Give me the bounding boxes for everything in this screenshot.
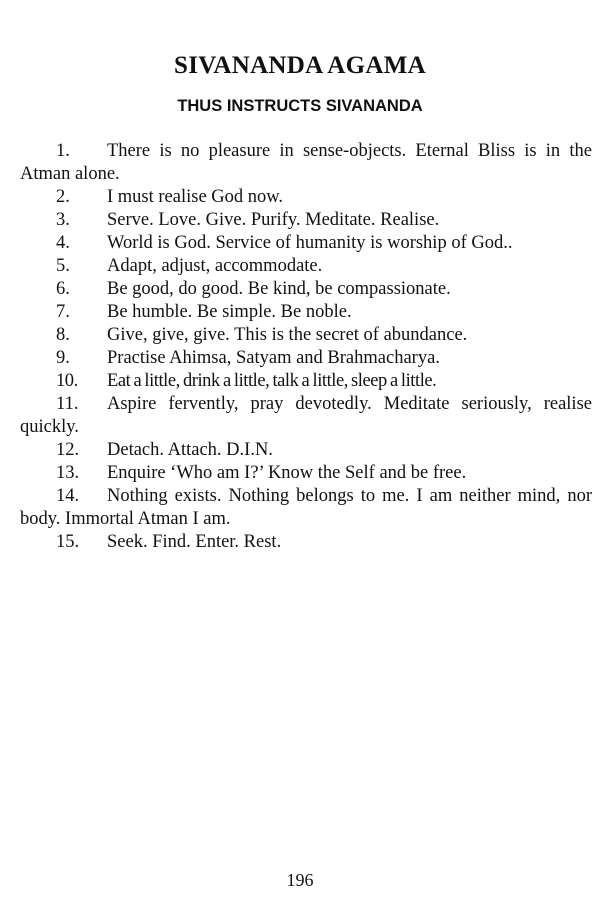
item-text: Give, give, give. This is the secret of abundance. bbox=[107, 325, 468, 345]
list-item bbox=[20, 462, 592, 485]
page-number: 196 bbox=[286, 870, 314, 890]
item-number: 15. bbox=[56, 532, 80, 552]
item-text: Enquire ‘Who am I?’ Know the Self and be free. bbox=[107, 463, 467, 483]
item-number: 4. bbox=[56, 233, 70, 253]
item-number: 14. bbox=[56, 486, 80, 506]
item-text: Seek. Find. Enter. Rest. bbox=[107, 532, 282, 552]
list-item bbox=[20, 485, 592, 531]
item-text: Be humble. Be simple. Be noble. bbox=[107, 302, 352, 322]
list-item bbox=[20, 370, 592, 393]
item-text: I must realise God now. bbox=[107, 187, 284, 207]
item-text: Adapt, adjust, accommodate. bbox=[107, 256, 323, 276]
list-item bbox=[20, 278, 592, 301]
item-number: 9. bbox=[56, 348, 70, 368]
instruction-list bbox=[20, 140, 592, 554]
list-item bbox=[20, 324, 592, 347]
list-item bbox=[20, 393, 592, 439]
item-text: Detach. Attach. D.I.N. bbox=[107, 440, 273, 460]
list-item bbox=[20, 531, 592, 554]
item-number: 11. bbox=[56, 394, 79, 414]
item-text: Be good, do good. Be kind, be compassionate. bbox=[107, 279, 451, 299]
item-text: Serve. Love. Give. Purify. Meditate. Realise. bbox=[107, 210, 440, 230]
item-number: 13. bbox=[56, 463, 80, 483]
item-number: 5. bbox=[56, 256, 70, 276]
item-text: Aspire fervently, pray devotedly. Meditate seriously, realise quickly. bbox=[20, 394, 592, 437]
item-number: 7. bbox=[56, 302, 70, 322]
list-item bbox=[20, 140, 592, 186]
item-text: World is God. Service of humanity is worship of God.. bbox=[107, 233, 513, 253]
item-text: There is no pleasure in sense-objects. Eternal Bliss is in the Atman alone. bbox=[20, 141, 592, 184]
list-item bbox=[20, 439, 592, 462]
list-item bbox=[20, 301, 592, 324]
item-number: 3. bbox=[56, 210, 70, 230]
page-title: SIVANANDA AGAMA bbox=[174, 52, 426, 79]
list-item bbox=[20, 347, 592, 370]
list-item bbox=[20, 209, 592, 232]
item-number: 6. bbox=[56, 279, 70, 299]
list-item bbox=[20, 186, 592, 209]
item-number: 12. bbox=[56, 440, 80, 460]
item-number: 1. bbox=[56, 141, 70, 161]
item-text: Eat a little, drink a little, talk a little, sleep a little. bbox=[107, 371, 437, 391]
list-item bbox=[20, 232, 592, 255]
list-item bbox=[20, 255, 592, 278]
item-text: Nothing exists. Nothing belongs to me. I am neither mind, nor body. Immortal Atman I am. bbox=[20, 486, 592, 529]
item-text: Practise Ahimsa, Satyam and Brahmacharya. bbox=[107, 348, 440, 368]
item-number: 2. bbox=[56, 187, 70, 207]
item-number: 8. bbox=[56, 325, 70, 345]
section-subtitle: THUS INSTRUCTS SIVANANDA bbox=[177, 97, 423, 115]
item-number: 10. bbox=[56, 371, 78, 391]
